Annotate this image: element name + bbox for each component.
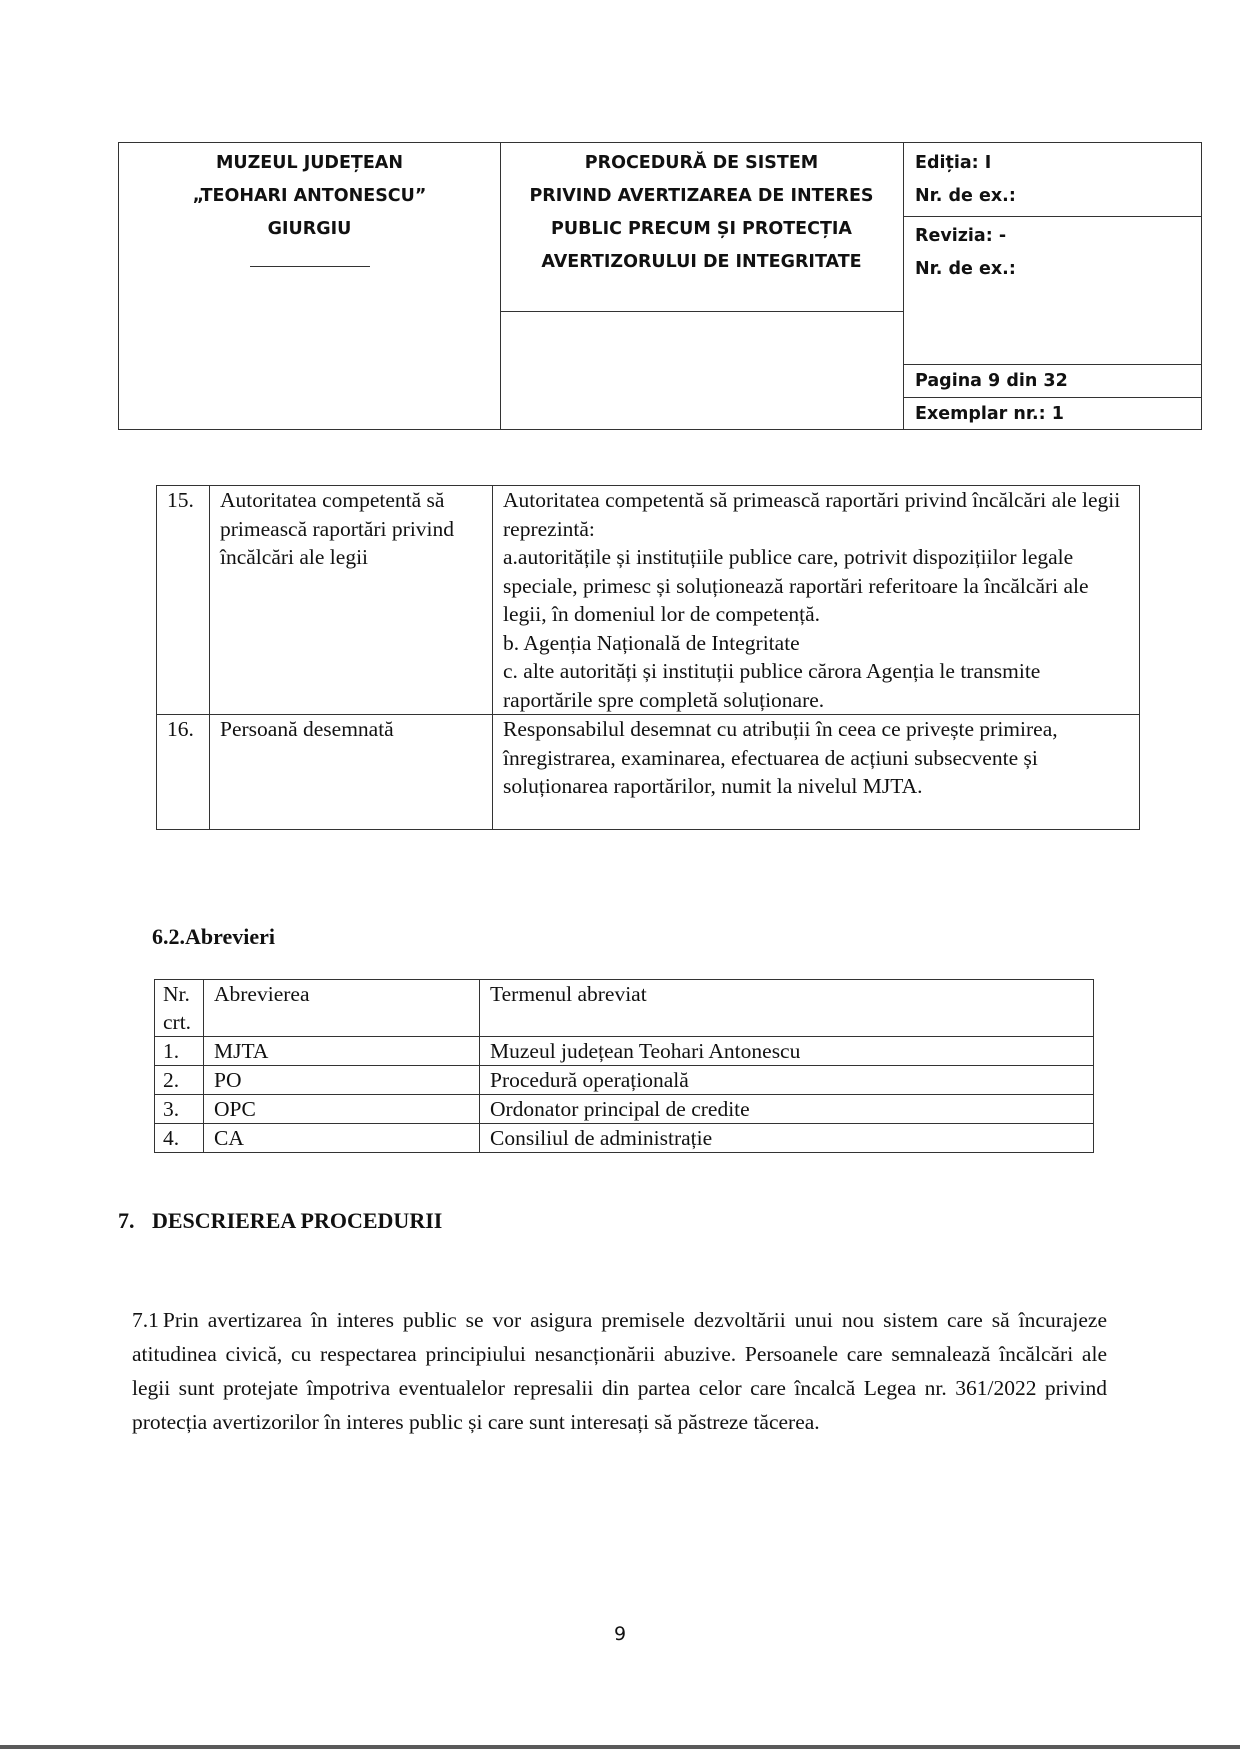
section-title: DESCRIEREA PROCEDURII <box>152 1208 443 1233</box>
row-number: 3. <box>155 1095 204 1124</box>
abbreviation: OPC <box>204 1095 480 1124</box>
procedure-title-line-2: PRIVIND AVERTIZAREA DE INTERES <box>529 186 874 206</box>
edition-label: Ediția: I <box>915 153 992 173</box>
copy-number: Exemplar nr.: 1 <box>915 404 1064 424</box>
abbreviated-term: Procedură operațională <box>480 1066 1094 1095</box>
term-definition <box>493 715 1140 830</box>
column-header-nr: Nr. crt. <box>155 980 204 1037</box>
table-row <box>157 486 1140 715</box>
definition-line: c. alte autorități și instituții publice cărora Agenția le transmite raportările spre completă soluționare. <box>503 659 1041 712</box>
institution-line-1: MUZEUL JUDEȚEAN <box>215 153 403 173</box>
procedure-title-line-4: AVERTIZORULUI DE INTEGRITATE <box>541 252 862 272</box>
abbreviation: CA <box>204 1124 480 1153</box>
procedure-title-line-1: PROCEDURĂ DE SISTEM <box>584 153 819 173</box>
table-row <box>157 715 1140 830</box>
row-number: 2. <box>155 1066 204 1095</box>
table-row <box>155 1066 1094 1095</box>
column-header-term: Termenul abreviat <box>480 980 1094 1037</box>
paragraph-text: Prin avertizarea în interes public se vor asigura premisele dezvoltării unui nou sistem care să încurajeze atitudinea civică, cu respectarea principiului nesancționării abuzive. Persoanele care semnalează încălcări ale legii sunt protejate împotriva eventualelor represalii din partea celor care încalcă Legea nr. 361/2022 privind protecția avertizorilor în interes public și care sunt interesați să păstreze tăcerea. <box>132 1308 1107 1434</box>
document-header-table <box>118 142 1202 430</box>
institution-line-3: GIURGIU <box>267 219 352 239</box>
row-number: 4. <box>155 1124 204 1153</box>
defined-term: Autoritatea competentă să primească raportări privind încălcări ale legii <box>210 486 493 715</box>
procedure-title-line-3: PUBLIC PRECUM ȘI PROTECȚIA <box>551 219 852 239</box>
page-number: 9 <box>613 1623 627 1645</box>
abbreviated-term: Consiliul de administrație <box>480 1124 1094 1153</box>
abbreviation: PO <box>204 1066 480 1095</box>
revision-label: Revizia: - <box>915 226 1007 246</box>
definitions-table <box>156 485 1140 830</box>
paragraph-7-1 <box>132 1303 1107 1439</box>
definition-line: Autoritatea competentă să primească raportări privind încălcări ale legii reprezintă: <box>503 488 1121 541</box>
edition-block <box>915 147 1016 213</box>
copies-label: Nr. de ex.: <box>915 186 1016 206</box>
scan-edge-rule <box>0 1745 1240 1749</box>
abbreviated-term: Ordonator principal de credite <box>480 1095 1094 1124</box>
definition-line: Responsabilul desemnat cu atribuții în ceea ce privește primirea, înregistrarea, examinarea, efectuarea de acțiuni subsecvente și soluționarea raportărilor, numit la nivelul MJTA. <box>503 717 1058 798</box>
table-row <box>155 1037 1094 1066</box>
section-number: 7. <box>118 1208 135 1233</box>
table-header-row <box>155 980 1094 1037</box>
institution-line-2: „TEOHARI ANTONESCU” <box>192 186 427 206</box>
abbreviation: MJTA <box>204 1037 480 1066</box>
section-heading-procedure-description <box>118 1208 442 1234</box>
page-indicator: Pagina 9 din 32 <box>915 371 1068 391</box>
header-divider <box>903 143 904 429</box>
table-row <box>155 1124 1094 1153</box>
definition-line: a.autoritățile și instituțiile publice care, potrivit dispozițiilor legale speciale, primesc și soluționează raportări referitoare la încălcări ale legii, în domeniul lor de competență. <box>503 545 1089 626</box>
paragraph-number: 7.1 <box>132 1308 159 1332</box>
revision-block <box>915 220 1016 286</box>
section-heading-abbreviations: 6.2.Abrevieri <box>152 924 276 949</box>
row-number: 16. <box>157 715 210 830</box>
procedure-title <box>500 147 903 279</box>
header-divider <box>500 311 903 312</box>
header-divider <box>903 216 1201 217</box>
row-number: 1. <box>155 1037 204 1066</box>
term-definition <box>493 486 1140 715</box>
table-row <box>155 1095 1094 1124</box>
column-header-abbreviation: Abrevierea <box>204 980 480 1037</box>
abbreviated-term: Muzeul județean Teohari Antonescu <box>480 1037 1094 1066</box>
row-number: 15. <box>157 486 210 715</box>
abbreviations-table <box>154 979 1094 1153</box>
definition-line: b. Agenția Națională de Integritate <box>503 630 800 655</box>
copies-label: Nr. de ex.: <box>915 259 1016 279</box>
institution-name <box>119 147 500 279</box>
signature-line <box>250 266 370 267</box>
defined-term: Persoană desemnată <box>210 715 493 830</box>
